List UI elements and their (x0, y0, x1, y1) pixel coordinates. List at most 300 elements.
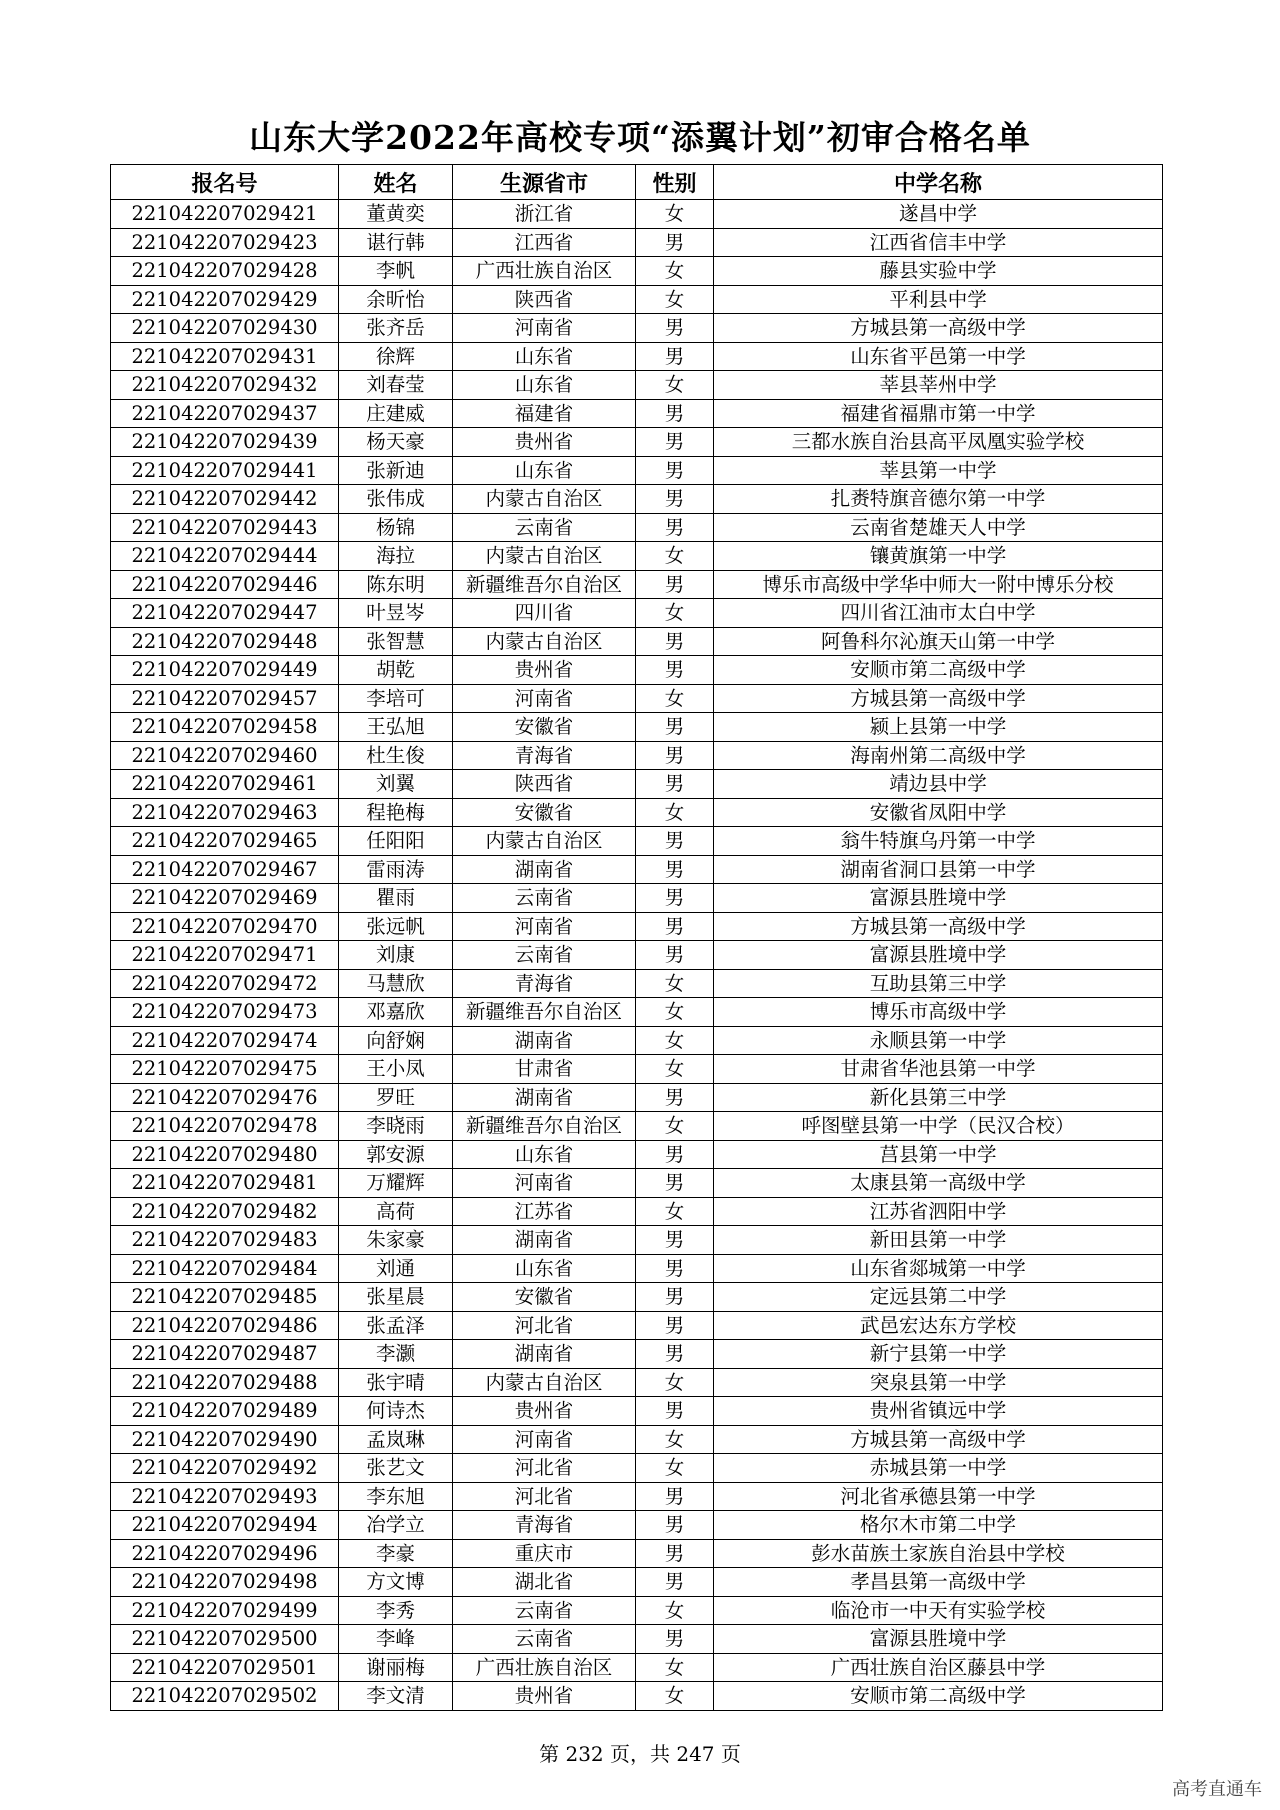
school-cell: 三都水族自治县高平凤凰实验学校 (714, 428, 1163, 457)
table-row (111, 941, 1163, 970)
gender-cell: 女 (636, 1653, 714, 1682)
table-row (111, 314, 1163, 343)
qualified-list-table (110, 164, 1163, 1711)
gender-cell: 男 (636, 656, 714, 685)
province-cell: 河北省 (453, 1482, 636, 1511)
name-cell: 向舒娴 (339, 1026, 453, 1055)
name-cell: 张新迪 (339, 456, 453, 485)
name-cell: 冶学立 (339, 1511, 453, 1540)
gender-cell: 女 (636, 998, 714, 1027)
school-cell: 遂昌中学 (714, 200, 1163, 229)
registration-number-cell: 221042207029442 (111, 485, 339, 514)
province-cell: 安徽省 (453, 798, 636, 827)
name-cell: 孟岚琳 (339, 1425, 453, 1454)
gender-cell: 男 (636, 770, 714, 799)
registration-number-cell: 221042207029443 (111, 513, 339, 542)
province-cell: 山东省 (453, 1140, 636, 1169)
province-cell: 河北省 (453, 1311, 636, 1340)
registration-number-cell: 221042207029437 (111, 399, 339, 428)
school-cell: 扎赉特旗音德尔第一中学 (714, 485, 1163, 514)
registration-number-cell: 221042207029480 (111, 1140, 339, 1169)
province-cell: 青海省 (453, 741, 636, 770)
table-row (111, 1482, 1163, 1511)
school-cell: 莒县第一中学 (714, 1140, 1163, 1169)
province-cell: 云南省 (453, 884, 636, 913)
registration-number-cell: 221042207029485 (111, 1283, 339, 1312)
registration-number-cell: 221042207029431 (111, 342, 339, 371)
province-cell: 山东省 (453, 371, 636, 400)
page-number: 第 232 页，共 247 页 (539, 1742, 741, 1766)
province-cell: 安徽省 (453, 1283, 636, 1312)
table-row (111, 998, 1163, 1027)
school-cell: 博乐市高级中学华中师大一附中博乐分校 (714, 570, 1163, 599)
school-cell: 镶黄旗第一中学 (714, 542, 1163, 571)
gender-cell: 男 (636, 342, 714, 371)
school-cell: 富源县胜境中学 (714, 941, 1163, 970)
table-row (111, 200, 1163, 229)
registration-number-cell: 221042207029430 (111, 314, 339, 343)
school-cell: 河北省承德县第一中学 (714, 1482, 1163, 1511)
school-cell: 太康县第一高级中学 (714, 1169, 1163, 1198)
registration-number-cell: 221042207029429 (111, 285, 339, 314)
gender-cell: 男 (636, 570, 714, 599)
gender-cell: 男 (636, 884, 714, 913)
table-row (111, 513, 1163, 542)
table-row (111, 1083, 1163, 1112)
table-row (111, 1340, 1163, 1369)
school-cell: 江西省信丰中学 (714, 228, 1163, 257)
school-cell: 云南省楚雄天人中学 (714, 513, 1163, 542)
registration-number-cell: 221042207029484 (111, 1254, 339, 1283)
registration-number-cell: 221042207029449 (111, 656, 339, 685)
name-cell: 李灏 (339, 1340, 453, 1369)
name-cell: 李秀 (339, 1596, 453, 1625)
name-cell: 朱家豪 (339, 1226, 453, 1255)
gender-cell: 男 (636, 399, 714, 428)
header-gender: 性别 (636, 165, 714, 200)
registration-number-cell: 221042207029482 (111, 1197, 339, 1226)
table-row (111, 1197, 1163, 1226)
school-cell: 安徽省凤阳中学 (714, 798, 1163, 827)
registration-number-cell: 221042207029447 (111, 599, 339, 628)
table-row (111, 713, 1163, 742)
registration-number-cell: 221042207029496 (111, 1539, 339, 1568)
registration-number-cell: 221042207029492 (111, 1454, 339, 1483)
province-cell: 江西省 (453, 228, 636, 257)
gender-cell: 男 (636, 456, 714, 485)
school-cell: 靖边县中学 (714, 770, 1163, 799)
table-row (111, 599, 1163, 628)
province-cell: 广西壮族自治区 (453, 1653, 636, 1682)
gender-cell: 女 (636, 542, 714, 571)
province-cell: 河南省 (453, 912, 636, 941)
province-cell: 江苏省 (453, 1197, 636, 1226)
name-cell: 李文清 (339, 1682, 453, 1711)
table-row (111, 1454, 1163, 1483)
province-cell: 山东省 (453, 1254, 636, 1283)
school-cell: 平利县中学 (714, 285, 1163, 314)
registration-number-cell: 221042207029458 (111, 713, 339, 742)
table-row (111, 798, 1163, 827)
gender-cell: 男 (636, 1140, 714, 1169)
gender-cell: 男 (636, 1283, 714, 1312)
name-cell: 张远帆 (339, 912, 453, 941)
gender-cell: 女 (636, 969, 714, 998)
school-cell: 格尔木市第二中学 (714, 1511, 1163, 1540)
gender-cell: 男 (636, 1482, 714, 1511)
province-cell: 云南省 (453, 1596, 636, 1625)
table-row (111, 1055, 1163, 1084)
gender-cell: 女 (636, 1425, 714, 1454)
registration-number-cell: 221042207029481 (111, 1169, 339, 1198)
gender-cell: 男 (636, 1568, 714, 1597)
gender-cell: 男 (636, 314, 714, 343)
name-cell: 李晓雨 (339, 1112, 453, 1141)
table-body (111, 200, 1163, 1711)
registration-number-cell: 221042207029473 (111, 998, 339, 1027)
name-cell: 杜生俊 (339, 741, 453, 770)
province-cell: 湖北省 (453, 1568, 636, 1597)
school-cell: 呼图壁县第一中学（民汉合校） (714, 1112, 1163, 1141)
name-cell: 陈东明 (339, 570, 453, 599)
school-cell: 新化县第三中学 (714, 1083, 1163, 1112)
province-cell: 陕西省 (453, 285, 636, 314)
table-row (111, 399, 1163, 428)
gender-cell: 男 (636, 713, 714, 742)
table-row (111, 428, 1163, 457)
table-row (111, 912, 1163, 941)
name-cell: 张星晨 (339, 1283, 453, 1312)
watermark-text: 高考直通车 (1172, 1779, 1262, 1800)
table-row (111, 741, 1163, 770)
registration-number-cell: 221042207029461 (111, 770, 339, 799)
gender-cell: 男 (636, 513, 714, 542)
table-row (111, 1568, 1163, 1597)
province-cell: 青海省 (453, 969, 636, 998)
name-cell: 李东旭 (339, 1482, 453, 1511)
school-cell: 富源县胜境中学 (714, 884, 1163, 913)
province-cell: 湖南省 (453, 1083, 636, 1112)
registration-number-cell: 221042207029471 (111, 941, 339, 970)
province-cell: 湖南省 (453, 1226, 636, 1255)
table-row (111, 627, 1163, 656)
school-cell: 海南州第二高级中学 (714, 741, 1163, 770)
province-cell: 福建省 (453, 399, 636, 428)
table-row (111, 1653, 1163, 1682)
header-registration-number: 报名号 (111, 165, 339, 200)
name-cell: 邓嘉欣 (339, 998, 453, 1027)
table-row (111, 1140, 1163, 1169)
name-cell: 谢丽梅 (339, 1653, 453, 1682)
table-row (111, 1682, 1163, 1711)
registration-number-cell: 221042207029489 (111, 1397, 339, 1426)
province-cell: 广西壮族自治区 (453, 257, 636, 286)
registration-number-cell: 221042207029441 (111, 456, 339, 485)
gender-cell: 男 (636, 1511, 714, 1540)
gender-cell: 男 (636, 741, 714, 770)
gender-cell: 女 (636, 1055, 714, 1084)
school-cell: 福建省福鼎市第一中学 (714, 399, 1163, 428)
table-row (111, 485, 1163, 514)
gender-cell: 男 (636, 855, 714, 884)
name-cell: 郭安源 (339, 1140, 453, 1169)
name-cell: 李培可 (339, 684, 453, 713)
table-row (111, 1254, 1163, 1283)
gender-cell: 女 (636, 1368, 714, 1397)
registration-number-cell: 221042207029488 (111, 1368, 339, 1397)
school-cell: 临沧市一中天有实验学校 (714, 1596, 1163, 1625)
name-cell: 李豪 (339, 1539, 453, 1568)
table-row (111, 656, 1163, 685)
school-cell: 方城县第一高级中学 (714, 314, 1163, 343)
province-cell: 河南省 (453, 314, 636, 343)
registration-number-cell: 221042207029483 (111, 1226, 339, 1255)
province-cell: 山东省 (453, 342, 636, 371)
gender-cell: 女 (636, 1682, 714, 1711)
gender-cell: 男 (636, 1397, 714, 1426)
gender-cell: 女 (636, 1197, 714, 1226)
gender-cell: 男 (636, 627, 714, 656)
registration-number-cell: 221042207029493 (111, 1482, 339, 1511)
name-cell: 刘春莹 (339, 371, 453, 400)
school-cell: 永顺县第一中学 (714, 1026, 1163, 1055)
registration-number-cell: 221042207029472 (111, 969, 339, 998)
table-row (111, 1112, 1163, 1141)
school-cell: 突泉县第一中学 (714, 1368, 1163, 1397)
registration-number-cell: 221042207029448 (111, 627, 339, 656)
table-row (111, 770, 1163, 799)
gender-cell: 男 (636, 1169, 714, 1198)
header-name: 姓名 (339, 165, 453, 200)
name-cell: 王小凤 (339, 1055, 453, 1084)
gender-cell: 男 (636, 428, 714, 457)
registration-number-cell: 221042207029490 (111, 1425, 339, 1454)
gender-cell: 男 (636, 1340, 714, 1369)
province-cell: 浙江省 (453, 200, 636, 229)
registration-number-cell: 221042207029476 (111, 1083, 339, 1112)
registration-number-cell: 221042207029469 (111, 884, 339, 913)
gender-cell: 男 (636, 1083, 714, 1112)
table-row (111, 1311, 1163, 1340)
province-cell: 青海省 (453, 1511, 636, 1540)
school-cell: 赤城县第一中学 (714, 1454, 1163, 1483)
gender-cell: 男 (636, 485, 714, 514)
name-cell: 方文博 (339, 1568, 453, 1597)
name-cell: 张智慧 (339, 627, 453, 656)
table-row (111, 884, 1163, 913)
registration-number-cell: 221042207029446 (111, 570, 339, 599)
province-cell: 新疆维吾尔自治区 (453, 1112, 636, 1141)
gender-cell: 女 (636, 1112, 714, 1141)
table-row (111, 1026, 1163, 1055)
province-cell: 陕西省 (453, 770, 636, 799)
gender-cell: 女 (636, 798, 714, 827)
gender-cell: 女 (636, 285, 714, 314)
school-cell: 方城县第一高级中学 (714, 1425, 1163, 1454)
province-cell: 内蒙古自治区 (453, 485, 636, 514)
gender-cell: 男 (636, 827, 714, 856)
name-cell: 余昕怡 (339, 285, 453, 314)
province-cell: 云南省 (453, 941, 636, 970)
school-cell: 山东省平邑第一中学 (714, 342, 1163, 371)
header-school: 中学名称 (714, 165, 1163, 200)
registration-number-cell: 221042207029470 (111, 912, 339, 941)
school-cell: 方城县第一高级中学 (714, 684, 1163, 713)
school-cell: 藤县实验中学 (714, 257, 1163, 286)
province-cell: 内蒙古自治区 (453, 1368, 636, 1397)
table-row (111, 1625, 1163, 1654)
name-cell: 罗旺 (339, 1083, 453, 1112)
table-row (111, 342, 1163, 371)
name-cell: 雷雨涛 (339, 855, 453, 884)
school-cell: 莘县第一中学 (714, 456, 1163, 485)
table-row (111, 228, 1163, 257)
gender-cell: 女 (636, 1596, 714, 1625)
name-cell: 徐辉 (339, 342, 453, 371)
school-cell: 孝昌县第一高级中学 (714, 1568, 1163, 1597)
table-row (111, 1511, 1163, 1540)
registration-number-cell: 221042207029486 (111, 1311, 339, 1340)
gender-cell: 女 (636, 684, 714, 713)
table-row (111, 1425, 1163, 1454)
registration-number-cell: 221042207029465 (111, 827, 339, 856)
province-cell: 山东省 (453, 456, 636, 485)
school-cell: 四川省江油市太白中学 (714, 599, 1163, 628)
name-cell: 张伟成 (339, 485, 453, 514)
table-row (111, 570, 1163, 599)
province-cell: 河南省 (453, 1425, 636, 1454)
name-cell: 胡乾 (339, 656, 453, 685)
table-row (111, 371, 1163, 400)
table-row (111, 1596, 1163, 1625)
province-cell: 四川省 (453, 599, 636, 628)
name-cell: 张宇晴 (339, 1368, 453, 1397)
school-cell: 颍上县第一中学 (714, 713, 1163, 742)
province-cell: 贵州省 (453, 428, 636, 457)
table-row (111, 1283, 1163, 1312)
province-cell: 湖南省 (453, 1026, 636, 1055)
school-cell: 博乐市高级中学 (714, 998, 1163, 1027)
registration-number-cell: 221042207029487 (111, 1340, 339, 1369)
gender-cell: 男 (636, 1226, 714, 1255)
registration-number-cell: 221042207029502 (111, 1682, 339, 1711)
registration-number-cell: 221042207029500 (111, 1625, 339, 1654)
document-title: 山东大学2022年高校专项“添翼计划”初审合格名单 (249, 118, 1031, 157)
table-row (111, 684, 1163, 713)
name-cell: 杨锦 (339, 513, 453, 542)
registration-number-cell: 221042207029463 (111, 798, 339, 827)
school-cell: 方城县第一高级中学 (714, 912, 1163, 941)
table-row (111, 855, 1163, 884)
province-cell: 贵州省 (453, 1397, 636, 1426)
name-cell: 李峰 (339, 1625, 453, 1654)
table-row (111, 1368, 1163, 1397)
province-cell: 重庆市 (453, 1539, 636, 1568)
school-cell: 翁牛特旗乌丹第一中学 (714, 827, 1163, 856)
province-cell: 新疆维吾尔自治区 (453, 998, 636, 1027)
name-cell: 张齐岳 (339, 314, 453, 343)
table-row (111, 285, 1163, 314)
table-row (111, 969, 1163, 998)
gender-cell: 男 (636, 1254, 714, 1283)
name-cell: 董黄奕 (339, 200, 453, 229)
registration-number-cell: 221042207029467 (111, 855, 339, 884)
name-cell: 庄建威 (339, 399, 453, 428)
registration-number-cell: 221042207029444 (111, 542, 339, 571)
school-cell: 贵州省镇远中学 (714, 1397, 1163, 1426)
name-cell: 李帆 (339, 257, 453, 286)
school-cell: 江苏省泗阳中学 (714, 1197, 1163, 1226)
province-cell: 新疆维吾尔自治区 (453, 570, 636, 599)
province-cell: 湖南省 (453, 1340, 636, 1369)
table-row (111, 1226, 1163, 1255)
gender-cell: 男 (636, 912, 714, 941)
name-cell: 高荷 (339, 1197, 453, 1226)
registration-number-cell: 221042207029474 (111, 1026, 339, 1055)
table-header-row (111, 165, 1163, 200)
registration-number-cell: 221042207029428 (111, 257, 339, 286)
registration-number-cell: 221042207029423 (111, 228, 339, 257)
name-cell: 刘康 (339, 941, 453, 970)
name-cell: 叶昱岑 (339, 599, 453, 628)
province-cell: 内蒙古自治区 (453, 827, 636, 856)
table-row (111, 1169, 1163, 1198)
gender-cell: 女 (636, 257, 714, 286)
name-cell: 王弘旭 (339, 713, 453, 742)
name-cell: 刘通 (339, 1254, 453, 1283)
province-cell: 云南省 (453, 513, 636, 542)
name-cell: 程艳梅 (339, 798, 453, 827)
province-cell: 湖南省 (453, 855, 636, 884)
gender-cell: 男 (636, 1539, 714, 1568)
table-row (111, 1397, 1163, 1426)
gender-cell: 女 (636, 1454, 714, 1483)
school-cell: 武邑宏达东方学校 (714, 1311, 1163, 1340)
province-cell: 贵州省 (453, 656, 636, 685)
name-cell: 马慧欣 (339, 969, 453, 998)
school-cell: 湖南省洞口县第一中学 (714, 855, 1163, 884)
name-cell: 杨天豪 (339, 428, 453, 457)
registration-number-cell: 221042207029460 (111, 741, 339, 770)
registration-number-cell: 221042207029421 (111, 200, 339, 229)
gender-cell: 男 (636, 1625, 714, 1654)
province-cell: 河南省 (453, 684, 636, 713)
school-cell: 安顺市第二高级中学 (714, 656, 1163, 685)
name-cell: 张孟泽 (339, 1311, 453, 1340)
gender-cell: 女 (636, 371, 714, 400)
registration-number-cell: 221042207029457 (111, 684, 339, 713)
gender-cell: 男 (636, 228, 714, 257)
table-row (111, 542, 1163, 571)
registration-number-cell: 221042207029475 (111, 1055, 339, 1084)
name-cell: 瞿雨 (339, 884, 453, 913)
school-cell: 莘县莘州中学 (714, 371, 1163, 400)
name-cell: 万耀辉 (339, 1169, 453, 1198)
school-cell: 广西壮族自治区藤县中学 (714, 1653, 1163, 1682)
gender-cell: 男 (636, 941, 714, 970)
registration-number-cell: 221042207029432 (111, 371, 339, 400)
gender-cell: 男 (636, 1311, 714, 1340)
province-cell: 河南省 (453, 1169, 636, 1198)
registration-number-cell: 221042207029499 (111, 1596, 339, 1625)
province-cell: 安徽省 (453, 713, 636, 742)
name-cell: 刘翼 (339, 770, 453, 799)
name-cell: 张艺文 (339, 1454, 453, 1483)
gender-cell: 女 (636, 1026, 714, 1055)
school-cell: 甘肃省华池县第一中学 (714, 1055, 1163, 1084)
province-cell: 河北省 (453, 1454, 636, 1483)
registration-number-cell: 221042207029439 (111, 428, 339, 457)
